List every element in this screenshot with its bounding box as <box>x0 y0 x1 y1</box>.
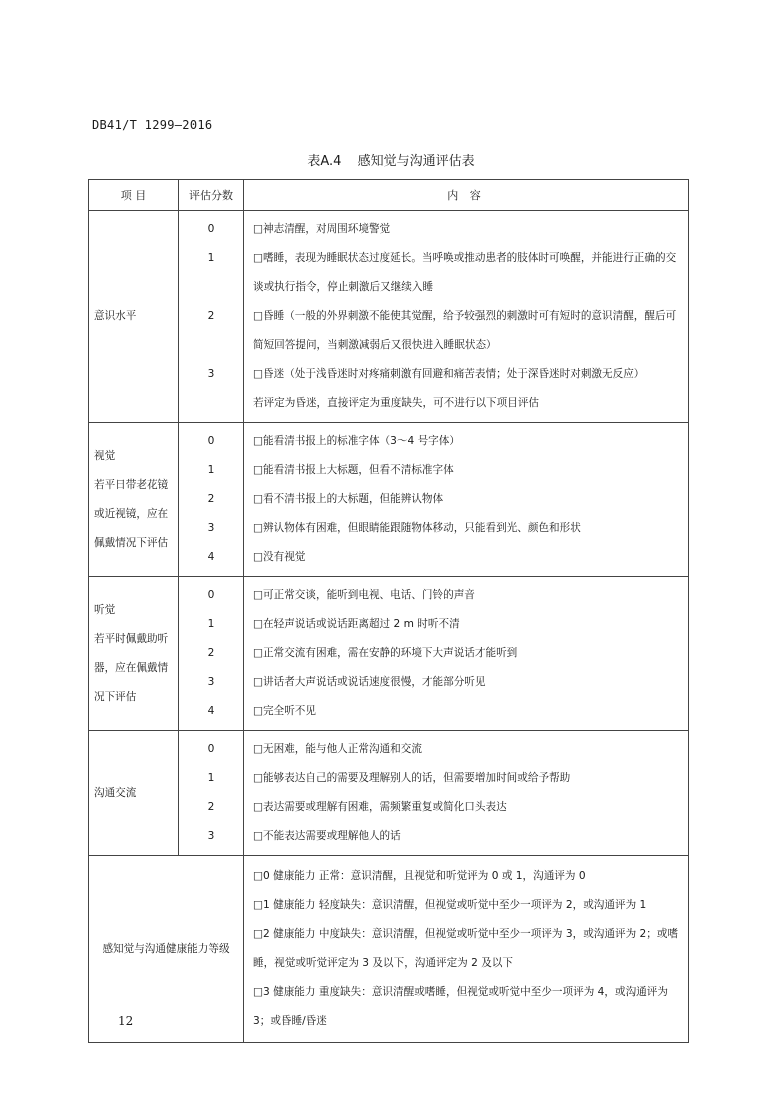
checkbox-option[interactable]: □0 健康能力 正常：意识清醒，且视觉和听觉评为 0 或 1，沟通评为 0 <box>253 870 586 882</box>
score-cell: 0 <box>207 589 215 601</box>
section-hearing <box>89 577 689 731</box>
section-grade <box>89 856 689 1043</box>
section-communication <box>89 731 689 856</box>
checkbox-option[interactable]: □可正常交谈，能听到电视、电话、门铃的声音 <box>253 589 475 601</box>
checkbox-option[interactable]: □无困难，能与他人正常沟通和交流 <box>253 743 422 755</box>
standard-number: DB41/T 1299—2016 <box>92 118 213 132</box>
section-vision <box>89 423 689 577</box>
table-title <box>0 150 782 169</box>
checkbox-option[interactable]: □讲话者大声说话或说话速度很慢，才能部分听见 <box>253 676 486 688</box>
table-number: 表A.4 <box>307 154 342 169</box>
checkbox-option[interactable]: □嗜睡，表现为睡眠状态过度延长。当呼唤或推动患者的肢体时可唤醒，并能进行正确的交谈或执行指令，停止刺激后又继续入睡 <box>253 252 677 293</box>
checkbox-option[interactable]: □3 健康能力 重度缺失：意识清醒或嗜睡，但视觉或听觉中至少一项评为 4，或沟通评为 3；或昏睡/昏迷 <box>253 986 668 1027</box>
checkbox-option[interactable]: □能够表达自己的需要及理解别人的话，但需要增加时间或给予帮助 <box>253 772 571 784</box>
hearing-label-line: 若平时佩戴助听 <box>94 632 169 645</box>
vision-label-line: 视觉 <box>94 449 116 462</box>
checkbox-option[interactable]: □昏睡（一般的外界刺激不能使其觉醒，给予较强烈的刺激时可有短时的意识清醒，醒后可简短回答提问，当刺激减弱后又很快进入睡眠状态） <box>253 310 677 351</box>
checkbox-option[interactable]: □表达需要或理解有困难，需频繁重复或简化口头表达 <box>253 801 507 813</box>
checkbox-option[interactable]: □不能表达需要或理解他人的话 <box>253 830 401 842</box>
section-consciousness <box>89 211 689 423</box>
checkbox-option[interactable]: □神志清醒，对周围环境警觉 <box>253 223 391 235</box>
vision-scores <box>179 423 244 577</box>
table-title-text: 感知觉与沟通评估表 <box>357 154 475 169</box>
score-cell: 4 <box>207 705 215 717</box>
score-cell: 3 <box>207 830 215 842</box>
hearing-label-line: 况下评估 <box>94 690 137 703</box>
table-header-row <box>89 180 689 211</box>
vision-label-line: 若平日带老花镜 <box>94 478 169 491</box>
header-content: 内 容 <box>244 180 689 211</box>
score-cell: 1 <box>207 772 215 784</box>
page-number: 12 <box>118 1014 134 1028</box>
consciousness-scores <box>179 211 244 423</box>
hearing-label-line: 听觉 <box>94 603 116 616</box>
vision-label-line: 佩戴情况下评估 <box>94 536 169 549</box>
grade-label: 感知觉与沟通健康能力等级 <box>89 856 244 1043</box>
communication-contents <box>244 731 689 856</box>
checkbox-option[interactable]: □正常交流有困难，需在安静的环境下大声说话才能听到 <box>253 647 518 659</box>
hearing-scores <box>179 577 244 731</box>
score-cell: 3 <box>207 522 215 534</box>
score-cell: 4 <box>207 551 215 563</box>
score-cell: 0 <box>207 435 215 447</box>
score-cell: 1 <box>207 464 215 476</box>
score-cell: 2 <box>207 493 215 505</box>
hearing-label-line: 器，应在佩戴情 <box>94 661 169 674</box>
checkbox-option[interactable]: □能看清书报上的标准字体（3～4 号字体） <box>253 435 460 447</box>
grade-contents <box>244 856 689 1043</box>
checkbox-option[interactable]: □完全听不见 <box>253 705 316 717</box>
score-cell: 2 <box>207 647 215 659</box>
score-cell-empty <box>179 389 243 418</box>
checkbox-option[interactable]: □辨认物体有困难，但眼睛能跟随物体移动，只能看到光、颜色和形状 <box>253 522 581 534</box>
checkbox-option[interactable]: □没有视觉 <box>253 551 306 563</box>
score-cell: 1 <box>207 618 215 630</box>
checkbox-option[interactable]: □看不清书报上的大标题，但能辨认物体 <box>253 493 444 505</box>
vision-contents <box>244 423 689 577</box>
vision-label-line: 或近视镜，应在 <box>94 507 169 520</box>
checkbox-option[interactable]: □昏迷（处于浅昏迷时对疼痛刺激有回避和痛苦表情；处于深昏迷时对刺激无反应） <box>253 368 645 380</box>
hearing-contents <box>244 577 689 731</box>
score-cell: 0 <box>207 223 215 235</box>
checkbox-option[interactable]: □2 健康能力 中度缺失：意识清醒，但视觉或听觉中至少一项评为 3，或沟通评为 2；或嗜睡，视觉或听觉评定为 3 及以下，沟通评定为 2 及以下 <box>253 928 679 969</box>
hearing-label <box>89 577 179 731</box>
score-cell: 3 <box>207 368 215 380</box>
checkbox-option[interactable]: □1 健康能力 轻度缺失：意识清醒，但视觉或听觉中至少一项评为 2，或沟通评为 1 <box>253 899 647 911</box>
header-item: 项 目 <box>89 180 179 211</box>
score-cell: 0 <box>207 743 215 755</box>
consciousness-label: 意识水平 <box>89 211 179 423</box>
checkbox-option[interactable]: □能看清书报上大标题，但看不清标准字体 <box>253 464 454 476</box>
assessment-table <box>88 179 689 1043</box>
score-cell: 3 <box>207 676 215 688</box>
header-score: 评估分数 <box>179 180 244 211</box>
consciousness-note: 若评定为昏迷，直接评定为重度缺失，可不进行以下项目评估 <box>253 397 540 409</box>
score-cell: 2 <box>207 801 215 813</box>
consciousness-contents <box>244 211 689 423</box>
score-cell: 1 <box>207 252 215 264</box>
communication-label: 沟通交流 <box>89 731 179 856</box>
score-cell: 2 <box>207 310 215 322</box>
communication-scores <box>179 731 244 856</box>
checkbox-option[interactable]: □在轻声说话或说话距离超过 2 m 时听不清 <box>253 618 460 630</box>
vision-label <box>89 423 179 577</box>
